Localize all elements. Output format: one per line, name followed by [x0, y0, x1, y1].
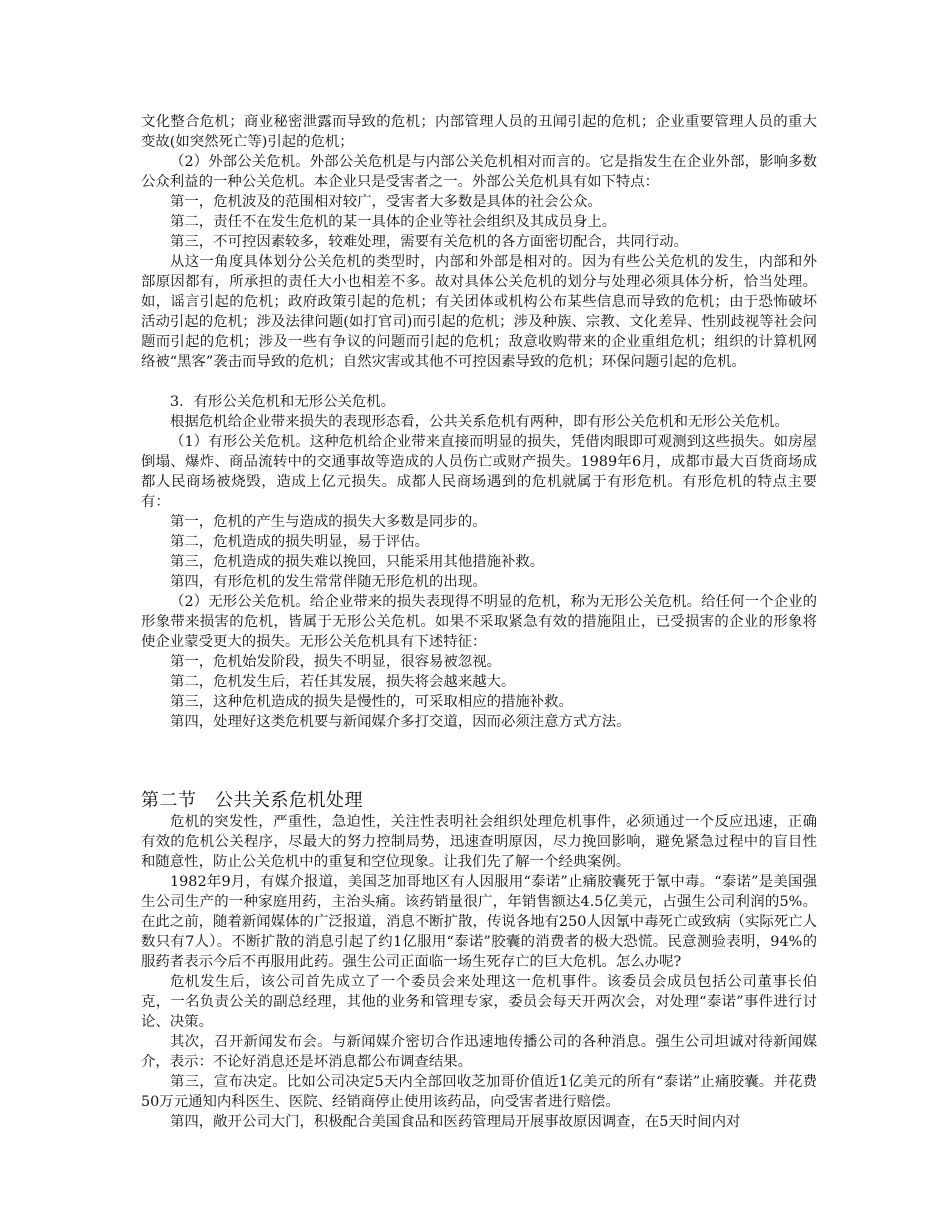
spacer: [141, 372, 817, 392]
paragraph: 第二，危机发生后，若任其发展，损失将会越来越大。: [170, 674, 516, 690]
paragraph: 第三，宣布决定。比如公司决定5天内全部回收芝加哥价值近1亿美元的所有“泰诺”止痛胶囊。并花费50万元通知内科医生、医院、经销商停止使用该药品，向受害者进行赔偿。: [141, 1074, 817, 1110]
paragraph: （2）无形公关危机。给企业带来的损失表现得不明显的危机，称为无形公关危机。给任何一个企业的形象带来损害的危机，皆属于无形公关危机。如果不采取紧急有效的措施阻止，已受损害的企业的形象将使企业蒙受更大的损失。无形公关危机具有下述特征：: [141, 594, 817, 650]
paragraph: 第一，危机始发阶段，损失不明显，很容易被忽视。: [170, 654, 501, 670]
paragraph: 第二，危机造成的损失明显，易于评估。: [170, 534, 430, 550]
paragraph: 第四，有形危机的发生常常伴随无形危机的出现。: [170, 574, 487, 590]
paragraph: 1982年9月，有媒介报道，美国芝加哥地区有人因服用“泰诺”止痛胶囊死于氰中毒。“泰诺”是美国强生公司生产的一种家庭用药，主治头痛。该药销量很广，年销售额达4.5亿美元，占强生公司利润的5%。在此之前，随着新闻媒体的广泛报道，消息不断扩散，传说各地有250人因氰中毒死亡或致病（实际死亡人数只有7人）。不断扩散的消息引起了约1亿服用“泰诺”胶囊的消费者的极大恐慌。民意测验表明，94%的服药者表示今后不再服用此药。强生公司正面临一场生死存亡的巨大危机。怎么办呢?: [141, 874, 817, 970]
paragraph: 根据危机给企业带来损失的表现形态看，公共关系危机有两种，即有形公关危机和无形公关危机。: [170, 414, 789, 430]
paragraph: 第四，处理好这类危机要与新闻媒介多打交道，因而必须注意方式方法。: [170, 714, 631, 730]
paragraph: 其次，召开新闻发布会。与新闻媒介密切合作迅速地传播公司的各种消息。强生公司坦诚对待新闻媒介，表示：不论好消息还是坏消息都公布调查结果。: [141, 1034, 817, 1070]
paragraph: （1）有形公关危机。这种危机给企业带来直接而明显的损失，凭借肉眼即可观测到这些损失。如房屋倒塌、爆炸、商品流转中的交通事故等造成的人员伤亡或财产损失。1989年6月，成都市最大百货商场成都人民商场被烧毁，造成上亿元损失。成都人民商场遇到的危机就属于有形危机。有形危机的特点主要有：: [141, 434, 817, 510]
paragraph: 第一，危机波及的范围相对较广，受害者大多数是具体的社会公众。: [170, 194, 602, 210]
paragraph: （2）外部公关危机。外部公关危机是与内部公关危机相对而言的。它是指发生在企业外部，影响多数公众利益的一种公关危机。本企业只是受害者之一。外部公关危机具有如下特点：: [141, 154, 817, 190]
spacer: [141, 732, 817, 790]
subheading: 3．有形公关危机和无形公关危机。: [170, 394, 396, 410]
paragraph: 从这一角度具体划分公关危机的类型时，内部和外部是相对的。因为有些公关危机的发生，内部和外部原因都有，所承担的责任大小也相差不多。故对具体公关危机的划分与处理必须具体分析，恰当处理。如，谣言引起的危机；政府政策引起的危机；有关团体或机构公布某些信息而导致的危机；由于恐怖破坏活动引起的危机；涉及法律问题(如打官司)而引起的危机；涉及种族、宗教、文化差异、性别歧视等社会问题而引起的危机；涉及一些有争议的问题而引起的危机；敌意收购带来的企业重组危机；组织的计算机网络被“黑客”袭击而导致的危机；自然灾害或其他不可控因素导致的危机；环保问题引起的危机。: [141, 254, 817, 370]
document-page: [141, 112, 817, 1132]
paragraph: 文化整合危机；商业秘密泄露而导致的危机；内部管理人员的丑闻引起的危机；企业重要管理人员的重大变故(如突然死亡等)引起的危机；: [141, 114, 817, 150]
paragraph: 第一，危机的产生与造成的损失大多数是同步的。: [170, 514, 487, 530]
paragraph: 第三，这种危机造成的损失是慢性的，可采取相应的措施补救。: [170, 694, 573, 710]
paragraph: 第三，危机造成的损失难以挽回，只能采用其他措施补救。: [170, 554, 545, 570]
section-title: 第二节 公共关系危机处理: [141, 790, 363, 811]
paragraph: 第四，敞开公司大门，积极配合美国食品和医药管理局开展事故原因调查，在5天时间内对: [170, 1114, 741, 1130]
paragraph: 危机发生后，该公司首先成立了一个委员会来处理这一危机事件。该委员会成员包括公司董事长伯克，一名负责公关的副总经理，其他的业务和管理专家，委员会每天开两次会，对处理“泰诺”事件进行讨论、决策。: [141, 974, 817, 1030]
paragraph: 第二，责任不在发生危机的某一具体的企业等社会组织及其成员身上。: [170, 214, 617, 230]
paragraph: 第三，不可控因素较多，较难处理，需要有关危机的各方面密切配合，共同行动。: [170, 234, 689, 250]
paragraph: 危机的突发性，严重性，急迫性，关注性表明社会组织处理危机事件，必须通过一个反应迅速，正确有效的危机公关程序，尽最大的努力控制局势，迅速查明原因，尽力挽回影响，避免紧急过程中的盲目性和随意性，防止公关危机中的重复和空位现象。让我们先了解一个经典案例。: [141, 814, 817, 870]
